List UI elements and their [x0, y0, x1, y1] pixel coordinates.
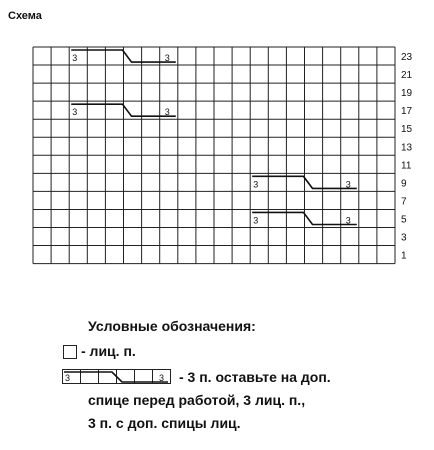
cable-description-line-3: 3 п. с доп. спицы лиц. — [88, 415, 241, 431]
knit-stitch-symbol — [63, 345, 77, 359]
row-number: 19 — [401, 88, 413, 100]
cable-symbol — [62, 369, 174, 385]
row-number: 3 — [401, 232, 407, 244]
cable-description-line-1: - 3 п. оставьте на доп. — [179, 369, 331, 385]
row-number: 5 — [401, 214, 407, 226]
row-number: 9 — [401, 178, 407, 190]
row-number: 23 — [401, 52, 413, 64]
cable-right-count: 3 — [345, 215, 351, 226]
legend-title: Условные обозначения: — [88, 318, 256, 334]
cable-left-count: 3 — [253, 215, 259, 226]
knit-stitch-label: - лиц. п. — [81, 343, 136, 359]
row-number: 7 — [401, 196, 407, 208]
row-number: 11 — [401, 160, 412, 172]
cable-right-count: 3 — [164, 53, 170, 63]
cable-description-line-2: спице перед работой, 3 лиц. п., — [88, 392, 306, 408]
cable-right-count: 3 — [345, 179, 351, 190]
cable-left-count: 3 — [72, 53, 78, 63]
cable-right-label: 3 — [159, 373, 165, 383]
page-title: Схема — [8, 10, 42, 22]
cable-left-label: 3 — [65, 373, 71, 383]
row-number: 15 — [401, 124, 413, 136]
row-number: 13 — [401, 142, 413, 154]
row-number: 17 — [401, 106, 413, 118]
cable-left-count: 3 — [253, 179, 259, 190]
cable-right-count: 3 — [164, 107, 170, 118]
row-number: 21 — [401, 70, 413, 82]
cable-left-count: 3 — [72, 107, 78, 118]
row-number: 1 — [401, 250, 407, 262]
